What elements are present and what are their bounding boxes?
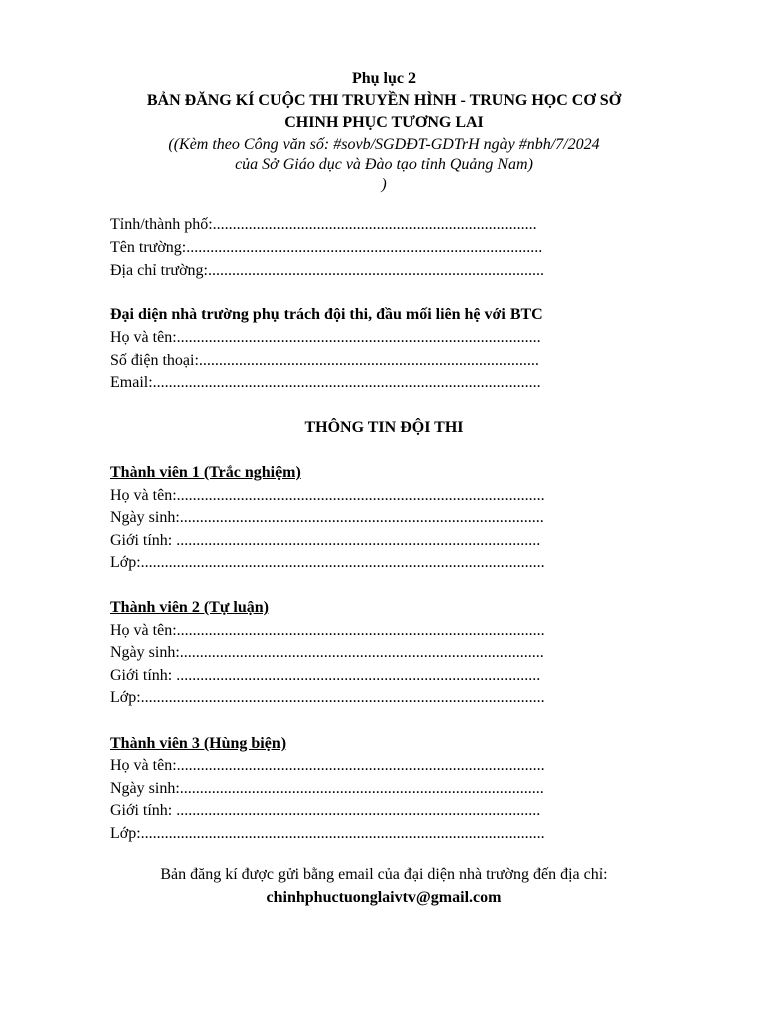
- document-title-line-1: BẢN ĐĂNG KÍ CUỘC THI TRUYỀN HÌNH - TRUNG HỌC CƠ SỞ: [146, 92, 622, 109]
- team-info-heading: THÔNG TIN ĐỘI THI: [304, 419, 464, 436]
- member-1-gender-field: Giới tính: ...........................................................................................: [110, 532, 541, 549]
- member-2-class-field: Lớp:.....................................................................................................: [110, 689, 545, 706]
- representative-name-field: Họ và tên:...........................................................................................: [110, 329, 541, 346]
- member-1-name-field: Họ và tên:............................................................................................: [110, 487, 545, 504]
- appendix-label: Phụ lục 2: [351, 70, 416, 87]
- member-1-class-field: Lớp:.....................................................................................................: [110, 554, 545, 571]
- member-3-class-field: Lớp:.....................................................................................................: [110, 825, 545, 842]
- member-2-heading: Thành viên 2 (Tự luận): [110, 599, 269, 616]
- submission-email: chinhphuctuonglaivtv@gmail.com: [266, 889, 502, 906]
- member-1-heading: Thành viên 1 (Trắc nghiệm): [110, 464, 301, 481]
- province-field: Tỉnh/thành phố:.................................................................................: [110, 216, 537, 233]
- member-2-gender-field: Giới tính: ...........................................................................................: [110, 667, 541, 684]
- representative-heading: Đại diện nhà trường phụ trách đội thi, đầu mối liên hệ với BTC: [110, 306, 543, 323]
- member-3-gender-field: Giới tính: ...........................................................................................: [110, 802, 541, 819]
- member-1-dob-field: Ngày sinh:...........................................................................................: [110, 509, 544, 526]
- member-2-dob-field: Ngày sinh:...........................................................................................: [110, 644, 544, 661]
- reference-line-3: ): [381, 176, 387, 193]
- representative-email-field: Email:.................................................................................................: [110, 374, 541, 391]
- member-3-dob-field: Ngày sinh:...........................................................................................: [110, 780, 544, 797]
- school-name-field: Tên trường:.........................................................................................: [110, 239, 543, 256]
- school-address-field: Địa chỉ trường:....................................................................................: [110, 262, 544, 279]
- reference-line-1: ((Kèm theo Công văn số: #sovb/SGDĐT-GDTrH ngày #nbh/7/2024: [168, 136, 600, 153]
- member-3-heading: Thành viên 3 (Hùng biện): [110, 735, 287, 752]
- submission-note: Bản đăng kí được gửi bằng email của đại diện nhà trường đến địa chỉ:: [160, 866, 608, 883]
- member-2-name-field: Họ và tên:............................................................................................: [110, 622, 545, 639]
- member-3-name-field: Họ và tên:............................................................................................: [110, 757, 545, 774]
- reference-line-2: của Sở Giáo dục và Đào tạo tỉnh Quảng Nam): [235, 156, 533, 173]
- representative-phone-field: Số điện thoại:.....................................................................................: [110, 352, 539, 369]
- document-title-line-2: CHINH PHỤC TƯƠNG LAI: [284, 114, 484, 131]
